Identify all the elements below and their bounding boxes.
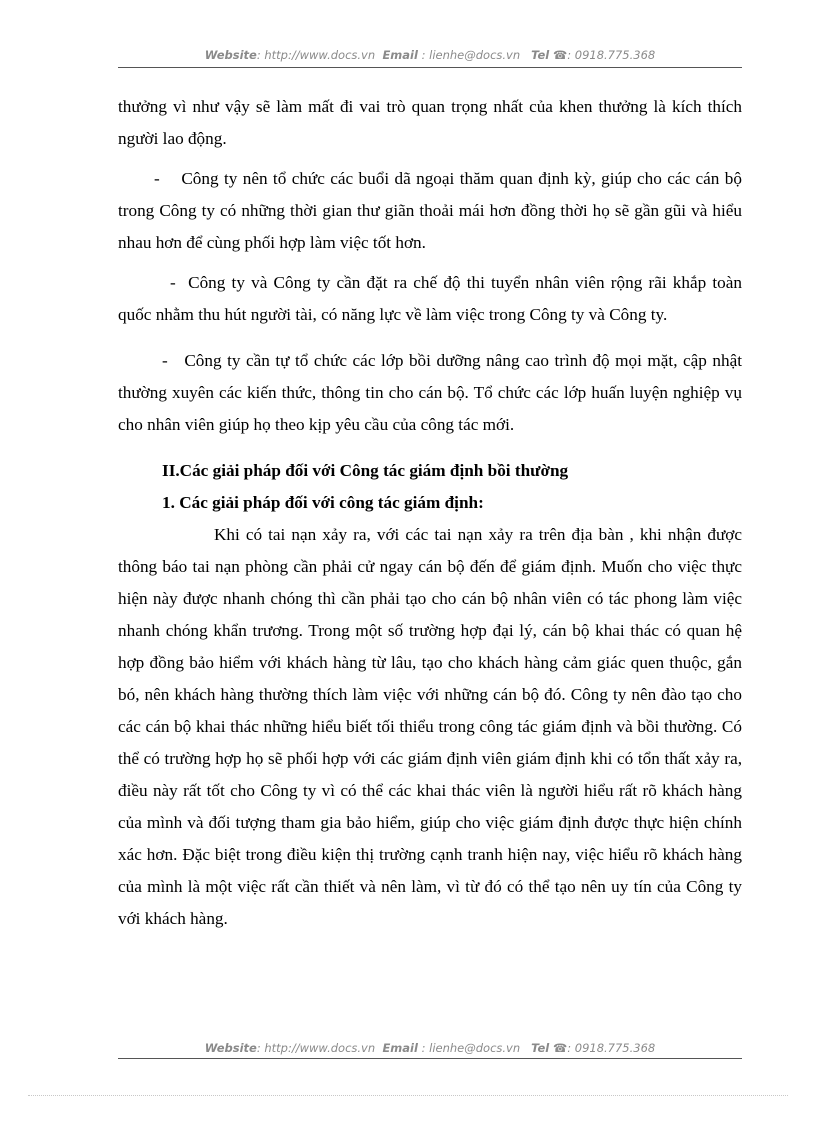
header-tel-value: : 0918.775.368 [567,48,656,62]
document-body [118,91,742,935]
page-boundary [28,1095,788,1096]
phone-icon: ☎ [552,1041,568,1055]
footer-tel-label: Tel [531,1041,550,1055]
footer-website-link[interactable]: : http://www.docs.vn [256,1041,376,1055]
header-email-link[interactable]: : lienhe@docs.vn [421,48,521,62]
header-rule [118,67,742,68]
bullet-item-3: - Công ty cần tự tổ chức các lớp bồi dưỡng nâng cao trình độ mọi mặt, cập nhật thường xuyên các kiến thức, thông tin cho cán bộ. Tổ chức các lớp huấn luyện nghiệp vụ cho nhân viên giúp họ theo kịp yêu cầu của công tác mới. [118,351,742,434]
section-heading: II.Các giải pháp đối với Công tác giám định bồi thường [162,461,569,480]
bullet-item-2: - Công ty và Công ty cần đặt ra chế độ thi tuyển nhân viên rộng rãi khắp toàn quốc nhằm thu hút người tài, có năng lực về làm việc trong Công ty và Công ty. [118,273,742,324]
footer-rule [118,1058,742,1059]
header-tel-label: Tel [531,48,550,62]
page-header [118,48,742,62]
paragraph-giam-dinh: Khi có tai nạn xảy ra, với các tai nạn xảy ra trên địa bàn , khi nhận được thông báo tai nạn phòng cần phải cử ngay cán bộ đến để giám định. Muốn cho việc thực hiện này được nhanh chóng thì cần phải tạo cho cán bộ nhân viên có tác phong làm việc nhanh chóng khẩn trương. Trong một số trường hợp đại lý, cán bộ khai thác có quan hệ hợp đồng bảo hiểm với khách hàng từ lâu, tạo cho khách hàng cảm giác quen thuộc, gắn bó, nên khách hàng thường thích làm việc với những cán bộ đó. Công ty nên đào tạo cho các cán bộ khai thác những hiểu biết tối thiểu trong công tác giám định và bồi thường. Có thể có trường hợp họ sẽ phối hợp với các giám định viên giám định khi có tổn thất xảy ra, điều này rất tốt cho Công ty vì có thể các khai thác viên là người hiểu rất rõ khách hàng của mình và đối tượng tham gia bảo hiểm, giúp cho việc giám định được thực hiện chính xác hơn. Đặc biệt trong điều kiện thị trường cạnh tranh hiện nay, việc hiểu rõ khách hàng của mình là một việc rất cần thiết và nên làm, vì từ đó có thể tạo nên uy tín của Công ty với khách hàng. [118,525,742,928]
bullet-item-1-text: Công ty nên tổ chức các buổi dã ngoại thăm quan định kỳ, giúp cho các cán bộ trong Công ty có những thời gian thư giãn thoải mái hơn đồng thời họ sẽ gần gũi và hiểu nhau hơn để cùng phối hợp làm việc tốt hơn. [118,169,742,252]
phone-icon: ☎ [552,48,568,62]
bullet-item-2-text: Công ty và Công ty cần đặt ra chế độ thi tuyển nhân viên rộng rãi khắp toàn quốc nhằm thu hút người tài, có năng lực về làm việc trong Công ty và Công ty. [118,273,742,324]
footer-email-link[interactable]: : lienhe@docs.vn [421,1041,521,1055]
subsection-heading: 1. Các giải pháp đối với công tác giám định: [162,493,484,512]
header-website-label: Website [204,48,257,62]
header-email-label: Email [382,48,418,62]
footer-website-label: Website [204,1041,257,1055]
header-website-link[interactable]: : http://www.docs.vn [256,48,376,62]
bullet-item-1: - Công ty nên tổ chức các buổi dã ngoại thăm quan định kỳ, giúp cho các cán bộ trong Công ty có những thời gian thư giãn thoải mái hơn đồng thời họ sẽ gần gũi và hiểu nhau hơn để cùng phối hợp làm việc tốt hơn. [118,169,742,252]
paragraph-1: thưởng vì như vậy sẽ làm mất đi vai trò quan trọng nhất của khen thưởng là kích thích người lao động. [118,97,742,148]
page-footer [118,1041,742,1055]
footer-tel-value: : 0918.775.368 [567,1041,656,1055]
footer-email-label: Email [382,1041,418,1055]
bullet-item-3-text: Công ty cần tự tổ chức các lớp bồi dưỡng nâng cao trình độ mọi mặt, cập nhật thường xuyên các kiến thức, thông tin cho cán bộ. Tổ chức các lớp huấn luyện nghiệp vụ cho nhân viên giúp họ theo kịp yêu cầu của công tác mới. [118,351,742,434]
